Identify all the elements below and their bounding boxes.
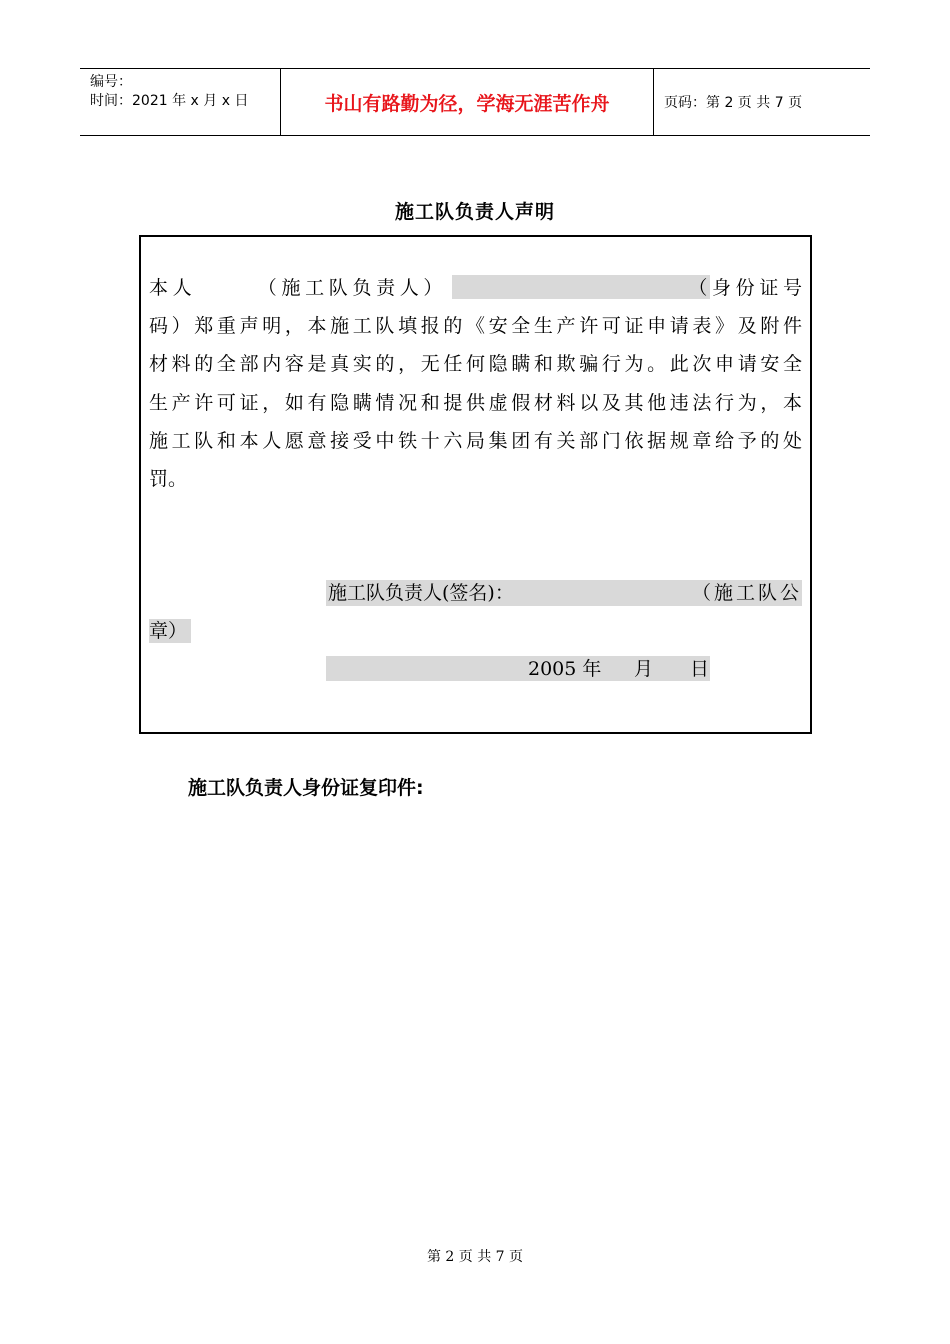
document-time-label: 时间：2021 年 x 月 x 日 — [90, 93, 249, 109]
header-page-info: 页码：第 2 页 共 7 页 — [664, 95, 803, 111]
statement-line-6: 罚。 — [149, 468, 188, 490]
header-motto: 书山有路勤为径，学海无涯苦作舟 — [281, 69, 654, 135]
statement-line-2: 码）郑重声明，本施工队填报的《安全生产许可证申请表》及附件 — [149, 315, 802, 337]
seal-label: （施工队公 — [692, 582, 803, 604]
page-footer: 第 2 页 共 7 页 — [426, 1249, 524, 1265]
statement-line-5: 施工队和本人愿意接受中铁十六局集团有关部门依据规章给予的处 — [149, 430, 802, 452]
statement-line-1: 本人 （施工队负责人） （身份证号 — [149, 277, 802, 299]
date-year: 2005 年 — [528, 658, 602, 680]
statement-line-4: 生产许可证，如有隐瞒情况和提供虚假材料以及其他违法行为，本 — [149, 392, 802, 414]
date-month: 月 — [634, 658, 654, 680]
header-meta — [80, 69, 281, 135]
signer-label: 施工队负责人(签名)： — [328, 582, 514, 604]
id-copy-heading: 施工队负责人身份证复印件: — [188, 777, 424, 799]
statement-line-3: 材料的全部内容是真实的，无任何隐瞒和欺骗行为。此次申请安全 — [149, 353, 802, 375]
document-number-label: 编号： — [90, 74, 132, 90]
date-day: 日 — [690, 658, 710, 680]
page-header — [80, 68, 870, 136]
seal-label-continued: 章） — [149, 620, 188, 642]
declaration-title: 施工队负责人声明 — [394, 201, 555, 223]
